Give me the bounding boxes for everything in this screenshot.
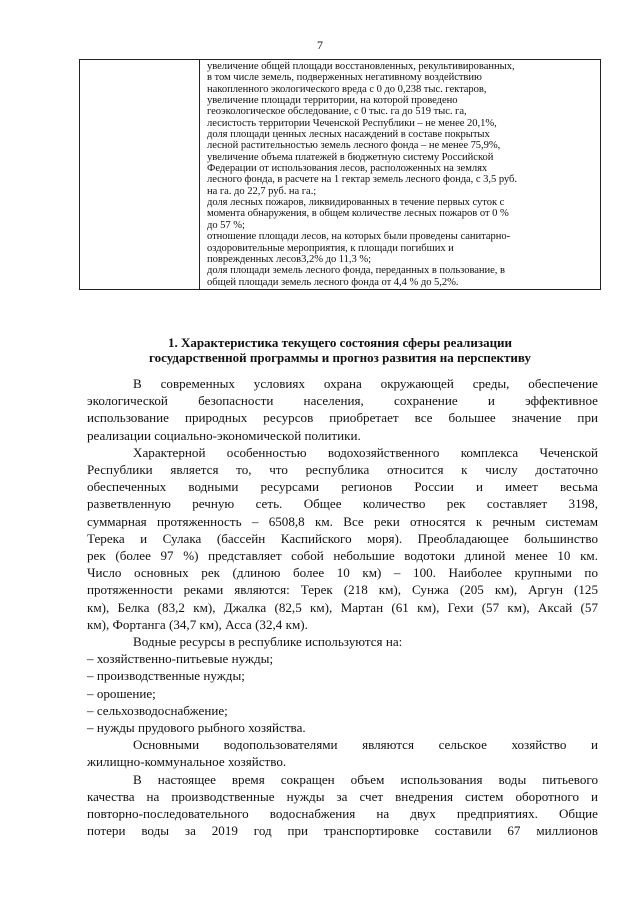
table-line: до 57 %; [207, 219, 245, 231]
body-text [87, 375, 598, 839]
list-item: – орошение; [87, 685, 156, 701]
paragraph-line: протяженности реками являются: Терек (218 км), Сунжа (205 км), Аргун (125 [87, 582, 598, 598]
table-line: лесистость территории Чеченской Республики – не менее 20,1%, [207, 117, 497, 129]
table-line: момента обнаружения, в общем количестве лесных пожаров от 0 % [207, 208, 509, 220]
list-item: – нужды прудового рыбного хозяйства. [87, 720, 306, 736]
table-line: на га. до 22,7 руб. на га.; [207, 185, 317, 197]
table-line: общей площади земель лесного фонда от 4,4 % до 5,2%. [207, 276, 459, 288]
paragraph-line: Основными водопользователями являются сельское хозяйство и [133, 737, 598, 753]
list-item: – хозяйственно-питьевые нужды; [87, 651, 274, 667]
section-title [80, 336, 600, 365]
table-cell-targets [200, 60, 601, 290]
table-line: доля площади земель лесного фонда, переданных в пользование, в [207, 265, 505, 277]
table-line: лесной растительностью земель лесного фонда – не менее 75,9%, [207, 140, 501, 152]
section-title-line: государственной программы и прогноз развития на перспективу [149, 349, 531, 365]
paragraph-line: экологической безопасности населения, сохранение и эффективное [87, 393, 598, 409]
table-line: отношение площади лесов, на которых были проведены санитарно- [207, 231, 511, 243]
table-line: поврежденных лесов3,2% до 11,3 %; [207, 253, 371, 265]
paragraph-line: км), Белка (83,2 км), Джалка (82,5 км), Мартан (61 км), Гехи (57 км), Аксай (57 [87, 599, 598, 615]
paragraph-line: обеспеченных водными ресурсами регионов России и имеет весьма [87, 479, 598, 495]
section-title-line: 1. Характеристика текущего состояния сферы реализации [167, 335, 513, 350]
paragraph-line: В настоящее время сокращен объем использования воды питьевого [133, 771, 598, 787]
table-line: увеличение общей площади восстановленных, рекультивированных, [207, 61, 515, 72]
paragraph-line: Терека и Сулака (бассейн Каспийского моря). Преобладающее большинство [87, 530, 598, 546]
table-line: Федерации от использования лесов, расположенных на землях [207, 163, 488, 175]
table-line: в том числе земель, подверженных негативному воздействию [207, 72, 482, 84]
paragraph-line: повторно-последовательного водоснабжения на двух предприятиях. Общие [87, 806, 598, 822]
paragraph-line: км), Фортанга (34,7 км), Асса (32,4 км). [87, 616, 308, 632]
paragraph-line: потери воды за 2019 год при транспортировке составили 67 миллионов [87, 823, 598, 839]
table-row [80, 60, 601, 290]
paragraph-line: качества на производственные нужды за счет внедрения систем оборотного и [87, 788, 598, 804]
paragraph-line: Число основных рек (длиною более 10 км) – 100. Наиболее крупными по [87, 565, 598, 581]
paragraph-line: разветвленную речную сеть. Общее количество рек составляет 3198, [87, 496, 598, 512]
targets-table [79, 59, 601, 290]
paragraph-line: Характерной особенностью водохозяйственного комплекса Чеченской [133, 444, 598, 460]
paragraph-line: использование природных ресурсов приобретает все большее значение при [87, 410, 598, 426]
paragraph-line: рек (более 97 %) представляет собой небольшие водотоки длиной менее 10 км. [87, 548, 598, 564]
table-line: оздоровительные мероприятия, к площади погибших и [207, 242, 454, 254]
table-cell-empty [80, 60, 200, 290]
table-line: геоэкологическое обследование, с 0 тыс. га до 519 тыс. га, [207, 106, 467, 118]
paragraph-line: суммарная протяженность – 6508,8 км. Все реки относятся к речным системам [87, 513, 598, 529]
paragraph-line: Республики является то, что республика относится к числу достаточно [87, 462, 598, 478]
paragraph-line: Водные ресурсы в республике используются на: [133, 634, 403, 650]
table-line: лесного фонда, в расчете на 1 гектар земель лесного фонда, с 3,5 руб. [207, 174, 517, 186]
table-line: увеличение объема платежей в бюджетную систему Российской [207, 151, 494, 163]
paragraph-line: В современных условиях охрана окружающей среды, обеспечение [133, 376, 598, 391]
list-item: – производственные нужды; [87, 668, 245, 684]
table-line: накопленного экологического вреда с 0 до 0,238 тыс. гектаров, [207, 83, 487, 95]
table-line: доля площади ценных лесных насаждений в составе покрытых [207, 129, 490, 141]
table-line: доля лесных пожаров, ликвидированных в течение первых суток с [207, 197, 505, 209]
table-line: увеличение площади территории, на которой проведено [207, 95, 458, 107]
page-number: 7 [317, 38, 323, 52]
paragraph-line: реализации социально-экономической политики. [87, 427, 361, 443]
list-item: – сельхозводоснабжение; [87, 702, 228, 718]
paragraph-line: жилищно-коммунальное хозяйство. [87, 754, 287, 770]
